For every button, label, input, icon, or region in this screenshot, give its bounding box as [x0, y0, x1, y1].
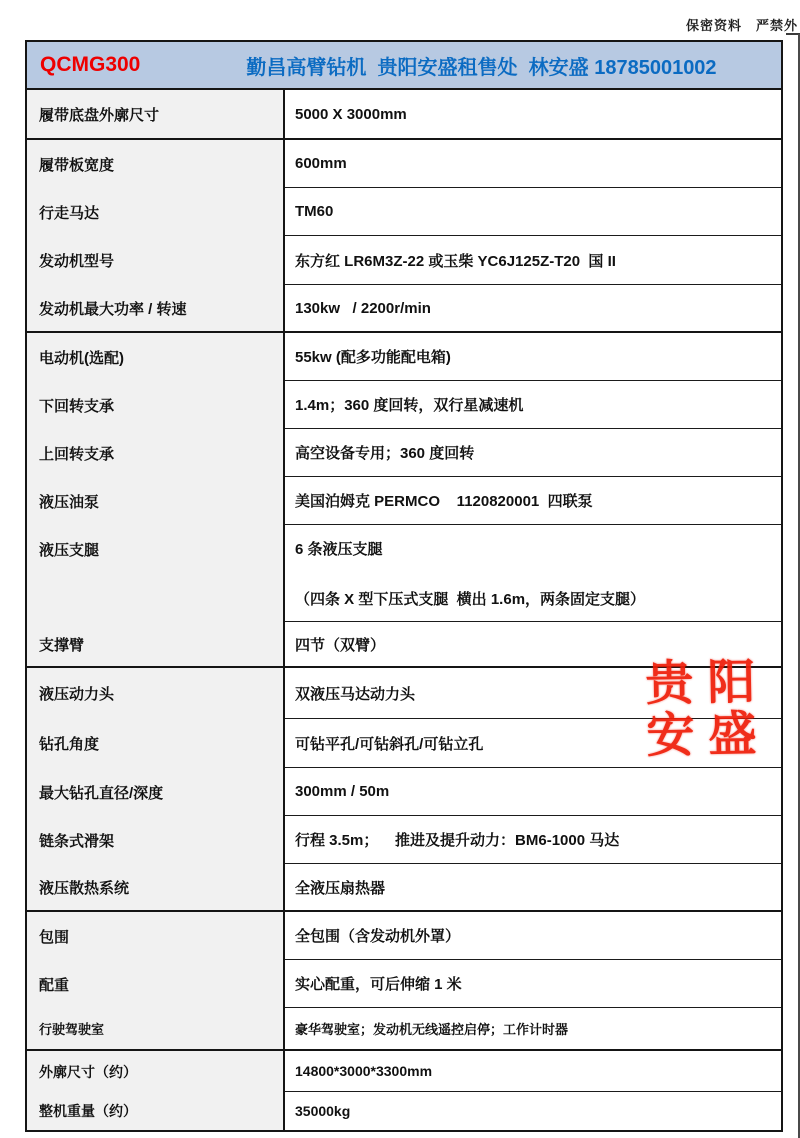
value-column [285, 1051, 781, 1130]
label-cell: 链条式滑架 [39, 832, 115, 850]
value-line-2: （四条 X 型下压式支腿 横出 1.6m，两条固定支腿） [295, 591, 646, 608]
value-cell: TM60 [285, 188, 781, 236]
confidential-note: 保密资料 严禁外 [685, 18, 798, 33]
label-cell: 外廓尺寸（约） [39, 1063, 137, 1080]
header-band [27, 42, 781, 90]
label-cell: 支撑臂 [39, 636, 85, 654]
value-cell: 35000kg [295, 1103, 351, 1119]
value-cell: 行程 3.5m； 推进及提升动力：BM6-1000 马达 [285, 816, 781, 864]
company-stamp [640, 657, 762, 763]
label-cell: 液压散热系统 [39, 879, 130, 897]
label-cell: 液压动力头 [39, 686, 115, 703]
value-column [285, 912, 781, 1049]
label-column [27, 90, 285, 138]
value-cell: 双液压马达动力头 [285, 668, 781, 719]
label-cell: 电动机(选配) [39, 349, 124, 367]
header-title: 勤昌高臂钻机 贵阳安盛租售处 林安盛 18785001002 [246, 56, 717, 79]
value-cell: 美国泊姆克 PERMCO 1120820001 四联泵 [285, 477, 781, 525]
label-column [27, 912, 285, 1049]
value-cell: 600mm [285, 140, 781, 188]
value-cell: 5000 X 3000mm [295, 105, 407, 123]
value-cell: 豪华驾驶室；发动机无线遥控启停；工作计时器 [295, 1022, 569, 1037]
label-cell: 整机重量（约） [39, 1103, 137, 1119]
label-cell: 履带板宽度 [39, 156, 115, 174]
value-column [285, 90, 781, 138]
value-cell: 130kw / 2200r/min [295, 299, 431, 317]
spec-group [27, 912, 781, 1051]
value-cell: 全包围（含发动机外罩） [285, 912, 781, 960]
stamp-char: 贵 [645, 657, 695, 711]
stamp-char: 安 [645, 709, 695, 763]
label-cell: 履带底盘外廓尺寸 [39, 106, 160, 124]
label-cell: 行走马达 [39, 204, 100, 222]
spec-table [25, 40, 783, 1132]
value-cell [285, 525, 781, 622]
value-cell: 14800*3000*3300mm [285, 1051, 781, 1092]
stamp-char: 盛 [707, 708, 757, 762]
label-cell: 包围 [39, 928, 70, 946]
spec-group [27, 140, 781, 333]
value-cell: 55kw (配多功能配电箱) [285, 333, 781, 381]
spec-group [27, 1051, 781, 1130]
label-cell: 液压油泵 [39, 493, 100, 511]
label-column [27, 333, 285, 666]
label-column [27, 668, 285, 910]
label-cell: 上回转支承 [39, 445, 115, 463]
value-cell: 可钻平孔/可钻斜孔/可钻立孔 [285, 719, 781, 768]
label-column [27, 1051, 285, 1130]
label-column [27, 140, 285, 331]
label-cell: 最大钻孔直径/深度 [39, 784, 164, 802]
label-cell: 发动机最大功率 / 转速 [39, 300, 187, 318]
label-cell: 钻孔角度 [39, 736, 100, 753]
value-line-1: 6 条液压支腿 [295, 541, 383, 558]
label-cell: 发动机型号 [39, 253, 115, 270]
model-badge: QCMG300 [40, 53, 141, 76]
value-column [285, 140, 781, 331]
stamp-char: 阳 [707, 656, 756, 710]
label-cell: 下回转支承 [39, 397, 115, 415]
value-cell: 东方红 LR6M3Z-22 或玉柴 YC6J125Z-T20 国 II [285, 236, 781, 285]
value-cell: 高空设备专用；360 度回转 [285, 429, 781, 477]
label-cell: 行驶驾驶室 [39, 1022, 105, 1037]
spec-group [27, 90, 781, 140]
value-cell: 实心配重，可后伸缩 1 米 [285, 960, 781, 1008]
label-cell: 配重 [39, 976, 70, 994]
value-cell: 全液压扇热器 [295, 879, 386, 897]
value-cell: 四节（双臂） [295, 636, 386, 654]
label-cell: 液压支腿 [39, 542, 100, 559]
spec-group [27, 333, 781, 668]
value-cell: 300mm / 50m [285, 768, 781, 816]
value-column [285, 333, 781, 666]
value-cell: 1.4m；360 度回转，双行星减速机 [285, 381, 781, 429]
